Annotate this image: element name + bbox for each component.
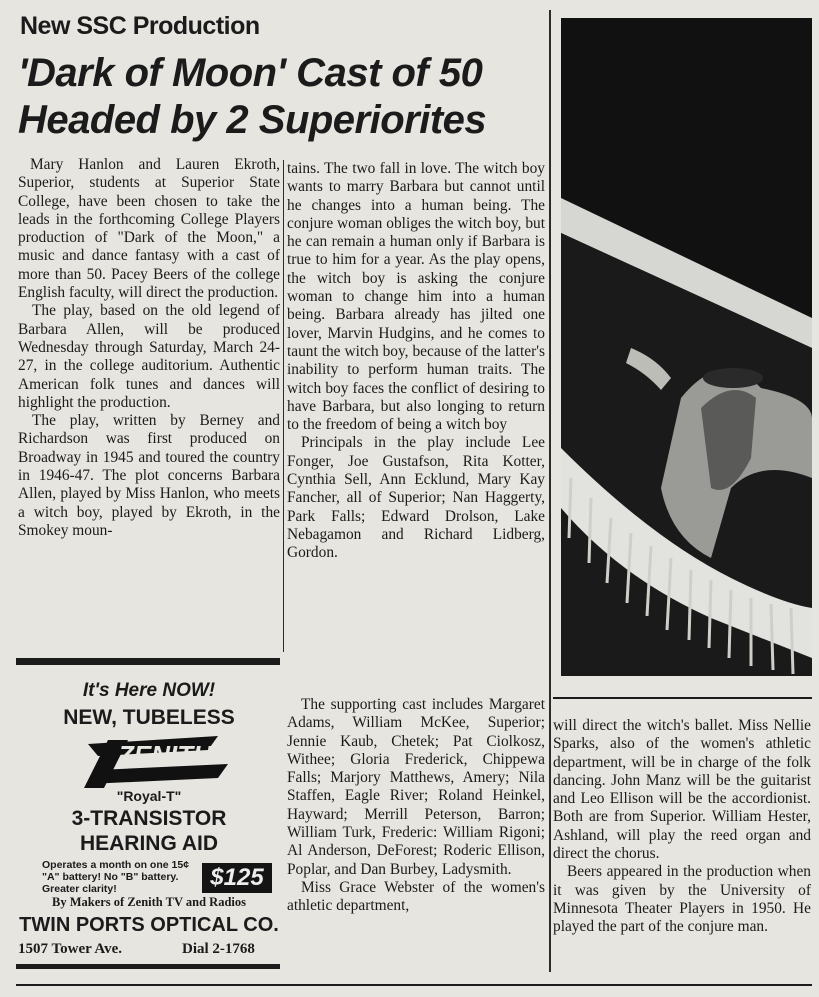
ad-store-name: TWIN PORTS OPTICAL CO. — [19, 914, 279, 936]
ad-phone: Dial 2-1768 — [182, 941, 255, 957]
column-rule-2 — [549, 10, 551, 972]
ad-makers: By Makers of Zenith TV and Radios — [51, 895, 247, 909]
ad-top-rule — [16, 658, 280, 665]
ad-model-name: "Royal-T" — [116, 788, 182, 804]
zenith-logo-text: ZENITH — [118, 740, 212, 770]
article-kicker: New SSC Production — [20, 12, 260, 40]
article-paragraph: The play, based on the old legend of Barbara Allen, will be produced Wednesday through Saturday, March 24-27, in the college auditorium. Authentic American folk tunes and dances will highlight the production. — [18, 302, 280, 411]
production-photo — [561, 18, 812, 676]
article-paragraph: The supporting cast includes Margaret Adams, William McKee, Superior; Jennie Kaub, Chetek; Pat Ciolkosz, Withee; Gloria Frederick, Chippewa Falls; Marjory Matthews, Amery; Nila Staffen, Eagle River; Roland Heinkel, Hayward; Merrill Peterson, Barron; William Turk, Frederic: William Rigoni; Al Anderson, DeForest; Roderic Ellison, Poplar, and Dan Burbey, Ladysmith. — [287, 696, 545, 878]
article-column-3 — [553, 717, 811, 937]
article-paragraph: Miss Grace Webster of the women's athletic department, — [287, 878, 545, 915]
page-bottom-rule — [16, 984, 812, 986]
article-column-2 — [287, 160, 545, 563]
article-paragraph: The play, written by Berney and Richardson was first produced on Broadway in 1945 and toured the country in 1946-47. The plot concerns Barbara Allen, played by Miss Hanlon, who meets a witch boy, played by Ekroth, in the Smokey moun- — [18, 412, 280, 539]
zenith-hearing-aid-ad — [16, 668, 282, 968]
ad-address: 1507 Tower Ave. — [18, 941, 123, 957]
article-column-2-continued — [287, 696, 545, 916]
article-column-1 — [18, 156, 280, 540]
article-paragraph: tains. The two fall in love. The witch boy wants to marry Barbara but cannot until he changes into a human being. The conjure woman obliges the witch boy, but he can remain a human only if Barbara is true to him for a year. As the play opens, the witch boy is asking the conjure woman to change him into a human being. Barbara already has jilted one lover, Marvin Hudgins, and he comes to taunt the witch boy, because of the latter's inability to perform human traits. The witch boy faces the conflict of desiring to have Barbara, but also longing to return to the freedom of being a witch boy — [287, 160, 545, 434]
ad-subtitle: NEW, TUBELESS — [63, 706, 235, 729]
ad-product-line-2: HEARING AID — [79, 832, 219, 855]
production-photo-image — [561, 18, 812, 676]
ad-product-line-1: 3-TRANSISTOR — [71, 807, 227, 830]
photo-caption-rule — [553, 697, 812, 699]
column-rule-1 — [283, 160, 284, 652]
zenith-logo — [68, 730, 248, 794]
ad-price-badge: $125 — [202, 863, 272, 893]
article-headline: 'Dark of Moon' Cast of 50 Headed by 2 Superiorites — [18, 51, 487, 142]
article-paragraph: Mary Hanlon and Lauren Ekroth, Superior, students at Superior State College, have been chosen to take the leads in the forthcoming College Players production of "Dark of the Moon," a music and dance fantasy with a cast of more than 50. Pacey Beers of the college English faculty, will direct the production. — [18, 156, 280, 302]
ad-fine-print: Operates a month on one 15¢ "A" battery! No "B" battery. Greater clarity! — [42, 859, 190, 895]
ad-tagline: It's Here NOW! — [82, 680, 216, 701]
article-paragraph: will direct the witch's ballet. Miss Nellie Sparks, also of the women's athletic department, will be in charge of the folk dancing. John Manz will be the guitarist and Leo Ellison will be the accordionist. Both are from Superior. William Hester, Ashland, will play the reed organ and direct the chorus. — [553, 717, 811, 863]
article-paragraph: Principals in the play include Lee Fonger, Joe Gustafson, Rita Kotter, Cynthia Sell, Ann Ecklund, Mary Kay Fancher, all of Superior; Nan Haggerty, Park Falls; Edward Drolson, Lake Nebagamon and Richard Lidberg, Gordon. — [287, 434, 545, 562]
article-paragraph: Beers appeared in the production when it was given by the University of Minnesota Theater Players in 1950. He played the part of the conjure man. — [553, 863, 811, 936]
